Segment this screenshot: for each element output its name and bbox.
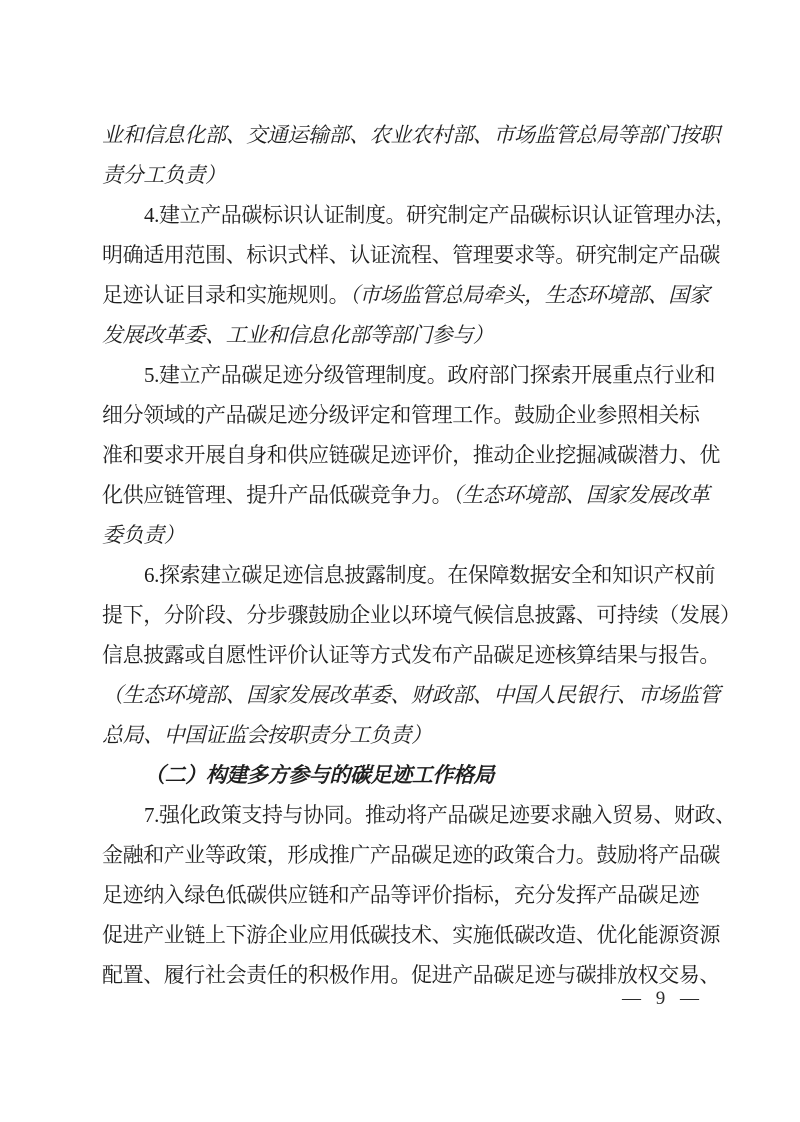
text-segment: 业和信息化部、交通运输部、农业农村部、市场监管总局等部门按职 [102,123,720,147]
text-line [102,875,720,915]
paragraph-item-4 [102,195,736,355]
text-line [102,915,720,955]
text-line [102,835,720,875]
text-segment: （市场监管总局牵头，生态环境部、国家 [349,283,710,307]
text-line [102,595,741,635]
text-segment: 配置、履行社会责任的积极作用。促进产品碳足迹与碳排放权交易、 [102,963,720,987]
text-line [102,395,720,435]
text-segment: （生态环境部、国家发展改革 [452,483,710,507]
text-line [102,715,720,755]
paragraph-item-7 [102,795,736,995]
text-segment: 化供应链管理、提升产品低碳竞争力。 [102,483,453,507]
text-line [102,635,720,675]
text-line [102,155,720,195]
text-segment: 提下，分阶段、分步骤鼓励企业以环境气候信息披露、可持续（发展） [102,603,741,627]
text-segment: 4.建立产品碳标识认证制度。研究制定产品碳标识认证管理办法， [144,203,736,227]
text-segment: 委负责） [102,523,185,547]
text-segment: 7.强化政策支持与协同。推动将产品碳足迹要求融入贸易、财政、 [144,803,736,827]
text-line [102,315,720,355]
document-body [102,115,741,995]
text-segment: 准和要求开展自身和供应链碳足迹评价，推动企业挖掘减碳潜力、优 [102,443,720,467]
text-segment: 足迹纳入绿色低碳供应链和产品等评价指标，充分发挥产品碳足迹 [102,883,700,907]
paragraph-heading-2 [102,755,720,795]
text-line [102,435,720,475]
text-segment: 足迹认证目录和实施规则。 [102,283,350,307]
section-heading [102,755,720,795]
text-line [102,475,720,515]
text-line [102,555,720,595]
text-line [102,795,736,835]
text-line [102,355,720,395]
text-segment: （生态环境部、国家发展改革委、财政部、中国人民银行、市场监管 [102,683,720,707]
text-segment: 细分领域的产品碳足迹分级评定和管理工作。鼓励企业参照相关标 [102,403,700,427]
text-segment: 5.建立产品碳足迹分级管理制度。政府部门探索开展重点行业和 [144,363,716,387]
text-line [102,195,736,235]
text-line [102,115,720,155]
text-segment: 金融和产业等政策，形成推广产品碳足迹的政策合力。鼓励将产品碳 [102,843,720,867]
text-segment: 总局、中国证监会按职责分工负责） [102,723,432,747]
text-segment: 促进产业链上下游企业应用低碳技术、实施低碳改造、优化能源资源 [102,923,720,947]
text-segment: 责分工负责） [102,163,226,187]
text-segment: （二）构建多方参与的碳足迹工作格局 [144,763,495,787]
text-line [102,515,720,555]
paragraph-item-5 [102,355,720,555]
text-segment: 明确适用范围、标识式样、认证流程、管理要求等。研究制定产品碳 [102,243,720,267]
text-segment: 6.探索建立碳足迹信息披露制度。在保障数据安全和知识产权前 [144,563,716,587]
text-line [102,675,720,715]
page-number: — 9 — [622,988,700,1009]
text-segment: 信息披露或自愿性评价认证等方式发布产品碳足迹核算结果与报告。 [102,643,720,667]
text-line [102,235,720,275]
paragraph-continuation [102,115,720,195]
text-line [102,275,720,315]
text-segment: 发展改革委、工业和信息化部等部门参与） [102,323,494,347]
paragraph-item-6 [102,555,741,755]
